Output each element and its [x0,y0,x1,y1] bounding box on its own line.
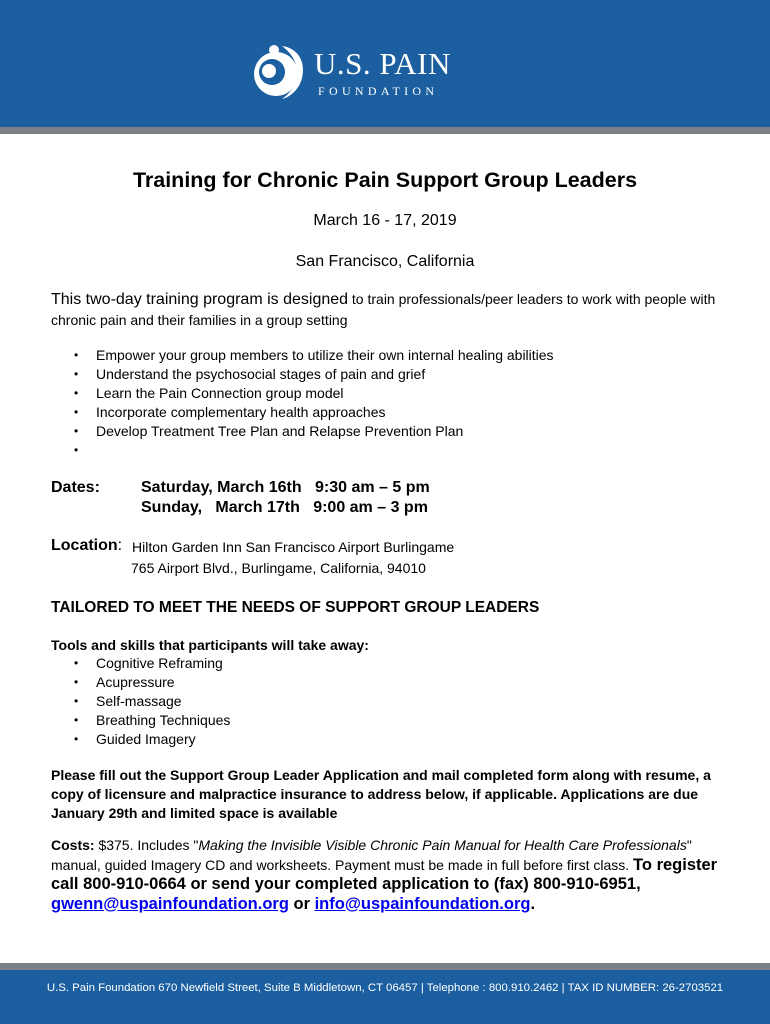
bullet-icon: • [74,424,79,438]
logo-subtitle: FOUNDATION [318,84,439,98]
footer-stripe [0,963,770,970]
bullet-icon: • [74,386,79,400]
bullet-icon: • [74,443,79,457]
bullet-icon: • [74,713,79,727]
location-venue: Hilton Garden Inn San Francisco Airport Burlingame [132,539,455,555]
list-item: • Self-massage [74,693,182,709]
location-label: Location: [51,537,123,554]
page-title: Training for Chronic Pain Support Group Leaders [132,168,638,192]
application-instructions: Please fill out the Support Group Leader Application and mail completed form along with resume, a copy of licensure and malpractice insurance to address below, if applicable. Applications are due January 29th and limited space is available [51,767,711,821]
goals-list [51,346,554,460]
dates-sunday: Sunday, March 17th 9:00 am – 3 pm [141,499,428,516]
tools-heading: Tools and skills that participants will take away: [51,637,369,653]
manual-title: Making the Invisible Visible Chronic Pain Manual for Health Care Professionals [198,837,687,853]
logo-title: U.S. PAIN [314,46,451,81]
header-banner [0,0,770,127]
list-item: • Cognitive Reframing [74,655,223,671]
list-item: • Empower your group members to utilize their own internal healing abilities [74,347,554,363]
list-item: • Guided Imagery [74,731,196,747]
email-link-info[interactable]: info@uspainfoundation.org [314,894,531,913]
bullet-icon: • [74,694,79,708]
bullet-icon: • [74,675,79,689]
list-item [51,441,554,460]
bullet-icon: • [74,405,79,419]
list-item: • Learn the Pain Connection group model [74,385,344,401]
register-text: To register call 800-910-0664 or send your completed application to (fax) 800-910-6951, [51,855,718,893]
us-pain-foundation-logo [252,42,472,102]
bullet-icon: • [74,656,79,670]
bullet-icon: • [74,732,79,746]
footer-contact-info: U.S. Pain Foundation 670 Newfield Street, Suite B Middletown, CT 06457 | Telephone : 800.910.2462 | TAX ID NUMBER: 26-2703521 [46,982,724,994]
event-date-range: March 16 - 17, 2019 [313,212,457,229]
list-item: • Breathing Techniques [74,712,231,728]
location-address: 765 Airport Blvd., Burlingame, California, 94010 [131,560,426,576]
header-stripe [0,127,770,134]
intro-lead: This two-day training program is designed [51,291,349,308]
email-link-gwenn[interactable]: gwenn@uspainfoundation.org [51,894,289,913]
dates-label: Dates: [51,479,100,496]
intro-paragraph [51,289,731,331]
list-item: • Develop Treatment Tree Plan and Relapse Prevention Plan [74,423,464,439]
bullet-icon: • [74,367,79,381]
list-item: • Acupressure [74,674,175,690]
bullet-icon: • [74,348,79,362]
tools-list [51,654,230,749]
event-city: San Francisco, California [295,253,475,270]
tailored-heading: TAILORED TO MEET THE NEEDS OF SUPPORT GROUP LEADERS [51,599,540,616]
logo-mark-icon [252,42,308,102]
footer-banner [0,970,770,1024]
costs-paragraph: Costs: $375. Includes "Making the Invisible Visible Chronic Pain Manual for Health Care Professionals" manual, guided Imagery CD and worksheets. Payment must be made in full before first class. To register call 800-910-0664 or send your completed application to (fax) 800-910-6951, gwenn@uspainfoundation.org or info@uspainfoundation.org. [51,837,718,913]
dates-saturday: Saturday, March 16th 9:30 am – 5 pm [141,479,430,496]
intro-rest: to train professionals/peer leaders to work with people with chronic pain and their families in a group setting [51,291,716,328]
list-item: • Incorporate complementary health approaches [74,404,386,420]
costs-label: Costs: [51,837,95,853]
list-item: • Understand the psychosocial stages of pain and grief [74,366,426,382]
